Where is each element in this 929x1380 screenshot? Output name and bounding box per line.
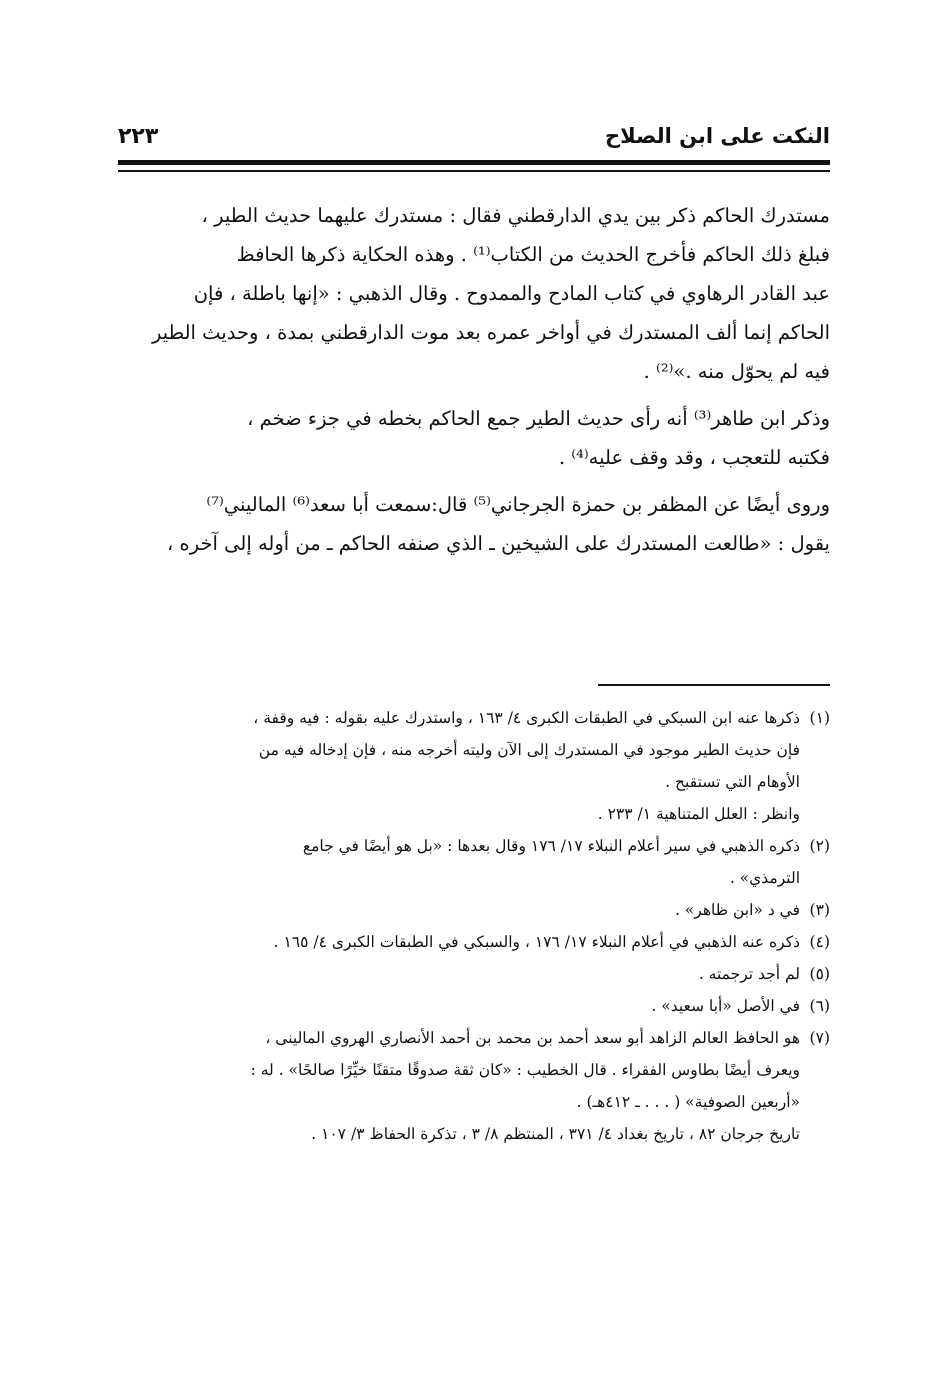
footnote-line: الأوهام التي تستقبح . (665, 773, 800, 791)
footnote-7 (118, 1022, 830, 1150)
footnote-number: (٧) (809, 1029, 830, 1047)
footnote-number: (٥) (809, 965, 830, 983)
footnote-line: لم أجد ترجمته . (698, 965, 800, 983)
footnote-line: ذكره الذهبي في سير أعلام النبلاء ١٧/ ١٧٦ وقال بعدها : «بل هو أيضًا في جامع (302, 837, 800, 855)
footnote-separator (598, 684, 830, 686)
footnote-number: (٣) (809, 901, 830, 919)
footnote-number: (١) (809, 709, 830, 727)
header-rule-thin (118, 170, 830, 172)
paragraph-1 (128, 196, 830, 391)
text-line: فبلغ ذلك الحاكم فأخرج الحديث من الكتاب⁽¹⁾ . وهذه الحكاية ذكرها الحافظ (236, 243, 830, 266)
footnote-2 (118, 830, 830, 894)
footnote-line: في د «ابن ظاهر» . (674, 901, 800, 919)
footnote-line: فإن حديث الطير موجود في المستدرك إلى الآن وليته أخرجه منه ، فإن إدخاله فيه من (258, 741, 800, 759)
footnote-line: «أربعين الصوفية» ( . . . ـ ٤١٢هـ) . (576, 1093, 800, 1111)
page-number: ٢٢٣ (118, 124, 159, 149)
footnote-line: ذكرها عنه ابن السبكي في الطبقات الكبرى ٤/ ١٦٣ ، واستدرك عليه بقوله : فيه وقفة ، (253, 709, 800, 727)
text-line: فكتبه للتعجب ، وقد وقف عليه⁽⁴⁾ . (558, 446, 830, 469)
main-text (128, 196, 830, 571)
paragraph-2 (128, 399, 830, 477)
text-line: الحاكم إنما ألف المستدرك في أواخر عمره بعد موت الدارقطني بمدة ، وحديث الطير (151, 321, 830, 344)
footnote-number: (٢) (809, 837, 830, 855)
footnote-line: ويعرف أيضًا بطاوس الفقراء . قال الخطيب : «كان ثقة صدوقًا متقنًا خيِّرًا صالحًا» . له : (250, 1061, 800, 1079)
footnote-line: هو الحافظ العالم الزاهد أبو سعد أحمد بن محمد بن أحمد الأنصاري الهروي المالينى ، (265, 1029, 800, 1047)
paragraph-3 (128, 485, 830, 563)
footnote-4 (118, 926, 830, 958)
page-header (118, 124, 830, 156)
text-line: عبد القادر الرهاوي في كتاب المادح والممدوح . وقال الذهبي : «إنها باطلة ، فإن (193, 282, 830, 305)
footnote-line: ذكره عنه الذهبي في أعلام النبلاء ١٧/ ١٧٦ ، والسبكي في الطبقات الكبرى ٤/ ١٦٥ . (273, 933, 800, 951)
footnote-number: (٤) (809, 933, 830, 951)
footnote-1 (118, 702, 830, 830)
footnote-6 (118, 990, 830, 1022)
footnote-line: وانظر : العلل المتناهية ١/ ٢٣٣ . (597, 805, 800, 823)
footnote-number: (٦) (809, 997, 830, 1015)
footnote-line: الترمذي» . (729, 869, 800, 887)
text-line: وروى أيضًا عن المظفر بن حمزة الجرجاني⁽⁵⁾ قال:سمعت أبا سعد⁽⁶⁾ الماليني⁽⁷⁾ (206, 493, 830, 516)
text-line: وذكر ابن طاهر⁽³⁾ أنه رأى حديث الطير جمع الحاكم بخطه في جزء ضخم ، (247, 407, 830, 430)
footnotes (118, 702, 830, 1150)
text-line: مستدرك الحاكم ذكر بين يدي الدارقطني فقال : مستدرك عليهما حديث الطير ، (201, 204, 830, 227)
text-line: يقول : «طالعت المستدرك على الشيخين ـ الذي صنفه الحاكم ـ من أوله إلى آخره ، (167, 532, 830, 555)
footnote-3 (118, 894, 830, 926)
header-rule-thick (118, 160, 830, 165)
footnote-line: في الأصل «أبا سعيد» . (651, 997, 800, 1015)
running-title: النكت على ابن الصلاح (604, 124, 830, 148)
footnote-5 (118, 958, 830, 990)
footnote-line: تاريخ جرجان ٨٢ ، تاريخ بغداد ٤/ ٣٧١ ، المنتظم ٨/ ٣ ، تذكرة الحفاظ ٣/ ١٠٧ . (311, 1125, 800, 1143)
text-line: فيه لم يحوّل منه .»⁽²⁾ . (643, 360, 830, 383)
